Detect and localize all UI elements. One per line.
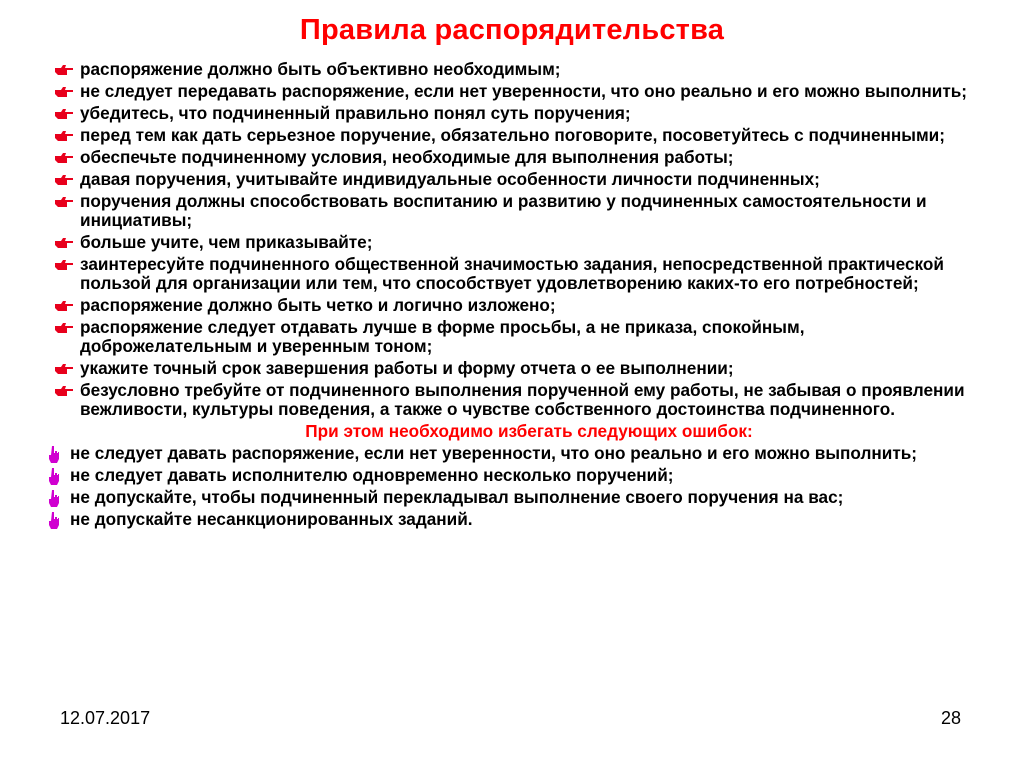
error-item: не следует давать распоряжение, если нет уверенности, что оно реально и его можно выполнить; [48,444,974,463]
slide-title: Правила распорядительства [299,14,725,46]
rule-item: больше учите, чем приказывайте; [54,233,974,252]
error-item: не допускайте несанкционированных заданий. [48,510,974,529]
rule-item: укажите точный срок завершения работы и форму отчета о ее выполнении; [54,359,974,378]
footer-date: 12.07.2017 [60,708,151,728]
rule-item: распоряжение должно быть четко и логично изложено; [54,296,974,315]
pointing-hand-icon [54,148,80,167]
pointing-hand-icon [54,60,80,79]
error-item: не следует давать исполнителю одновременно несколько поручений; [48,466,974,485]
pointing-hand-icon [54,296,80,315]
pointing-hand-icon [54,381,80,400]
pointing-hand-icon [54,104,80,123]
rule-item: распоряжение следует отдавать лучше в форме просьбы, а не приказа, спокойным, доброжелательным и уверенным тоном; [54,318,974,356]
errors-heading: При этом необходимо избегать следующих ошибок: [305,421,753,441]
rule-item: перед тем как дать серьезное поручение, обязательно поговорите, посоветуйтесь с подчиненными; [54,126,974,145]
page-number: 28 [941,708,962,728]
slide-content [54,60,974,532]
pointing-hand-icon [54,255,80,274]
rule-item: заинтересуйте подчиненного общественной значимостью задания, непосредственной практической пользой для организации или тем, что способствует удовлетворению каких-то его потребностей; [54,255,974,293]
pointing-hand-icon [54,233,80,252]
raised-finger-icon [48,444,70,463]
rule-item: давая поручения, учитывайте индивидуальные особенности личности подчиненных; [54,170,974,189]
raised-finger-icon [48,466,70,485]
raised-finger-icon [48,488,70,507]
rule-item: поручения должны способствовать воспитанию и развитию у подчиненных самостоятельности и инициативы; [54,192,974,230]
pointing-hand-icon [54,318,80,337]
rule-item: распоряжение должно быть объективно необходимым; [54,60,974,79]
rule-item: обеспечьте подчиненному условия, необходимые для выполнения работы; [54,148,974,167]
rule-item: безусловно требуйте от подчиненного выполнения порученной ему работы, не забывая о проявлении вежливости, культуры поведения, а также о чувстве собственного достоинства подчиненного. [54,381,974,419]
rule-item: не следует передавать распоряжение, если нет уверенности, что оно реально и его можно выполнить; [54,82,974,101]
pointing-hand-icon [54,359,80,378]
raised-finger-icon [48,510,70,529]
pointing-hand-icon [54,126,80,145]
rule-item: убедитесь, что подчиненный правильно понял суть поручения; [54,104,974,123]
error-item: не допускайте, чтобы подчиненный перекладывал выполнение своего поручения на вас; [48,488,974,507]
pointing-hand-icon [54,82,80,101]
pointing-hand-icon [54,192,80,211]
pointing-hand-icon [54,170,80,189]
